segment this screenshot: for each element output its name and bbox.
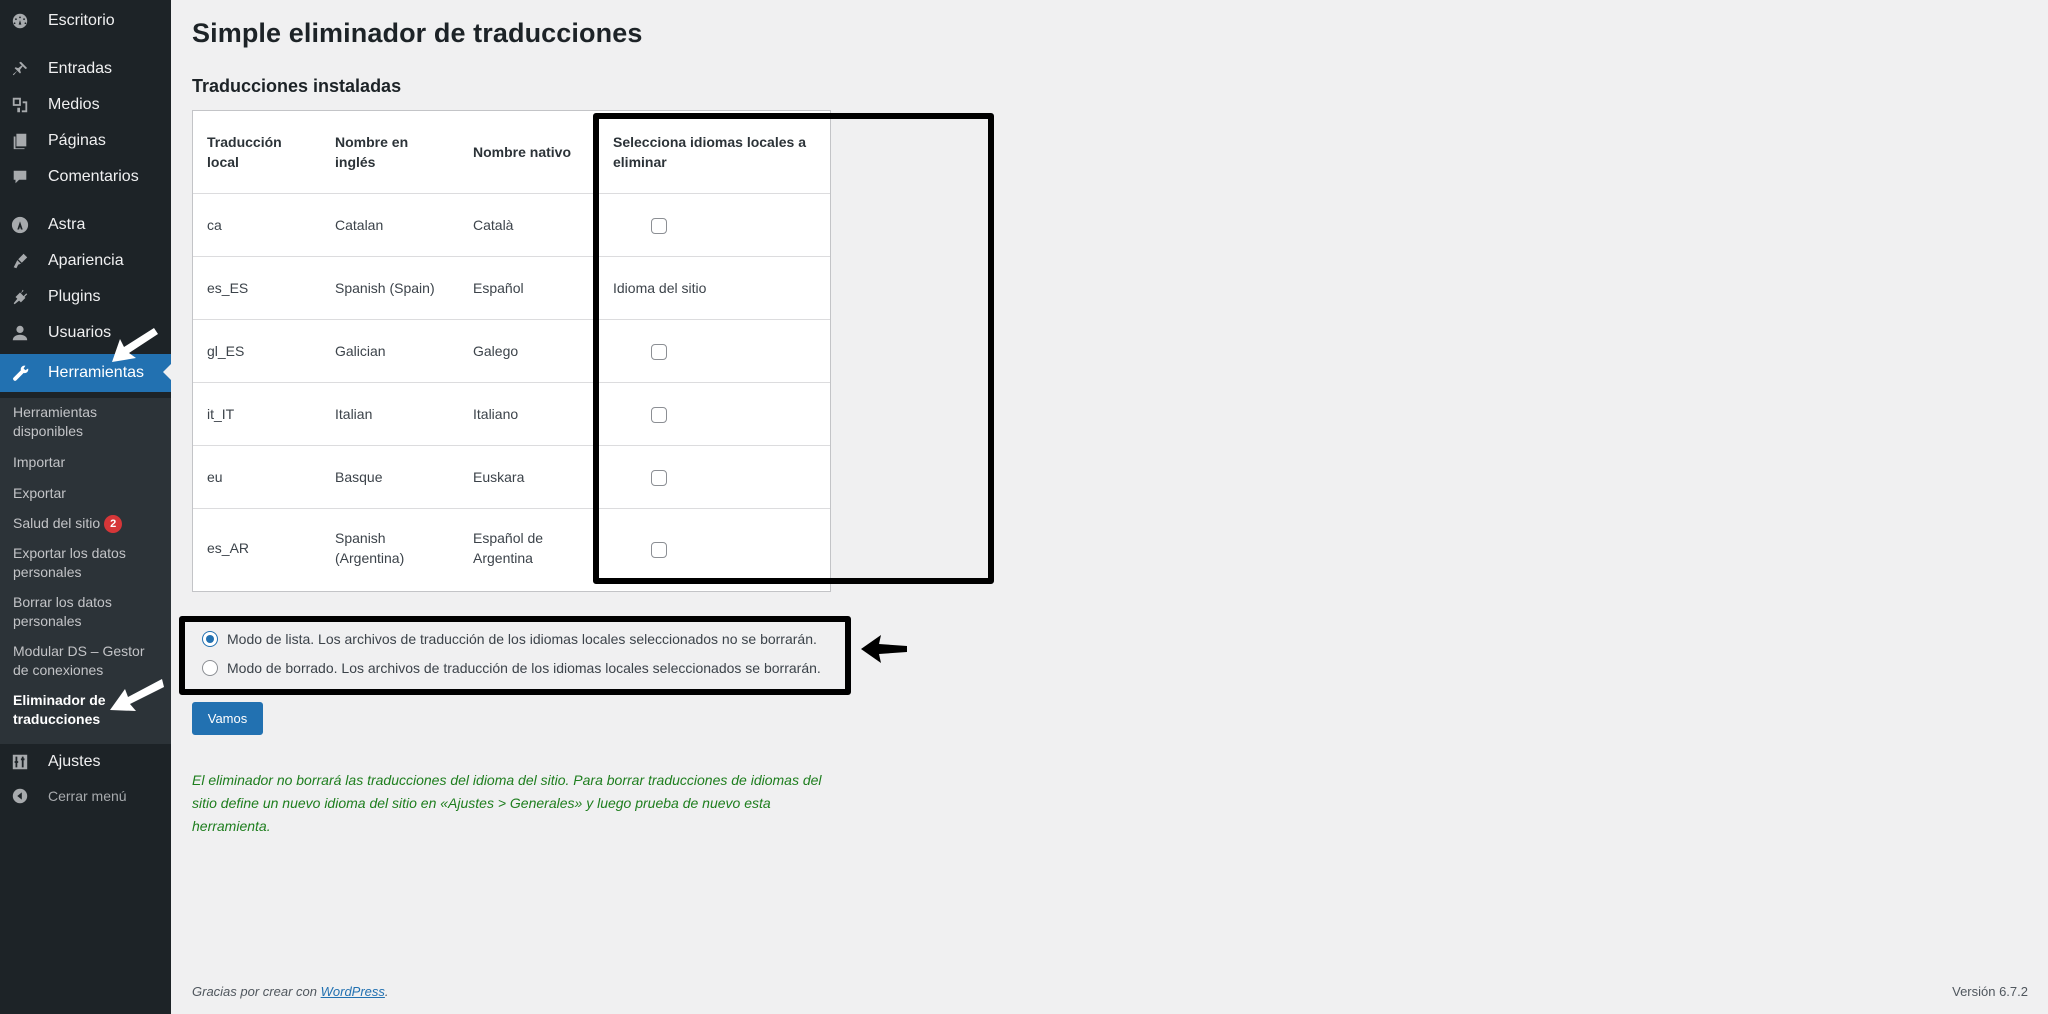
mode-radio-group — [188, 618, 842, 693]
locale-cell: gl_ES — [193, 319, 321, 382]
page-title-rest: eliminador de traducciones — [281, 18, 643, 48]
select-cell — [599, 193, 830, 256]
footer-thanks — [192, 984, 389, 999]
delete-mode-radio[interactable] — [202, 660, 218, 676]
delete-locale-checkbox[interactable] — [651, 218, 667, 234]
sidebar-item-label: Plugins — [48, 288, 101, 305]
list-mode-label: Modo de lista. Los archivos de traducción de los idiomas locales seleccionados no se borrarán. — [227, 631, 817, 647]
pin-icon — [10, 59, 30, 79]
media-icon — [10, 95, 30, 115]
delete-mode-label: Modo de borrado. Los archivos de traducción de los idiomas locales seleccionados se borrarán. — [227, 660, 821, 676]
section-title: Traducciones instaladas — [192, 76, 402, 96]
table-header-row — [193, 111, 830, 193]
locale-cell: eu — [193, 445, 321, 508]
select-cell — [599, 508, 830, 588]
translations-table — [192, 110, 831, 592]
collapse-menu-button[interactable] — [0, 778, 171, 814]
submenu-eliminador-traducciones[interactable]: Eliminador de traducciones — [13, 692, 106, 727]
submenu-exportar-datos[interactable]: Exportar los datos personales — [13, 545, 126, 580]
sidebar-item-usuarios[interactable] — [0, 315, 171, 351]
wordpress-link[interactable]: WordPress — [320, 984, 385, 999]
english-name-cell: Spanish (Spain) — [321, 256, 459, 319]
sidebar-item-label: Comentarios — [48, 168, 139, 185]
locale-cell: it_IT — [193, 382, 321, 445]
sidebar-item-herramientas[interactable] — [0, 354, 171, 392]
appearance-icon — [10, 251, 30, 271]
native-name-cell: Galego — [459, 319, 599, 382]
table-row — [193, 319, 830, 382]
native-name-cell: Español — [459, 256, 599, 319]
native-name-cell: Euskara — [459, 445, 599, 508]
list-mode-option[interactable] — [202, 631, 817, 647]
locale-cell: ca — [193, 193, 321, 256]
sidebar-item-label: Entradas — [48, 60, 113, 77]
english-name-cell: Galician — [321, 319, 459, 382]
delete-mode-option[interactable] — [202, 660, 821, 676]
sidebar-item-label: Páginas — [48, 132, 106, 149]
column-header-native-name: Nombre nativo — [459, 111, 599, 193]
site-language-label: Idioma del sitio — [599, 256, 830, 319]
native-name-cell: Català — [459, 193, 599, 256]
sidebar-item-escritorio[interactable] — [0, 3, 171, 39]
sidebar-item-paginas[interactable] — [0, 123, 171, 159]
delete-locale-checkbox[interactable] — [651, 344, 667, 360]
dashboard-icon — [10, 11, 30, 31]
english-name-cell: Italian — [321, 382, 459, 445]
collapse-icon — [10, 786, 30, 806]
site-language-notice: El eliminador no borrará las traducciones del idioma del sitio. Para borrar traducciones de idiomas del sitio define un nuevo idioma del sitio en «Ajustes > Generales» y luego prueba de nuevo esta herramienta. — [192, 772, 822, 834]
footer-thanks-suffix: . — [384, 984, 389, 999]
sidebar-item-apariencia[interactable] — [0, 243, 171, 279]
tools-submenu — [0, 398, 171, 744]
pages-icon — [10, 131, 30, 151]
english-name-cell: Catalan — [321, 193, 459, 256]
sidebar-item-plugins[interactable] — [0, 279, 171, 315]
footer-version: Versión 6.7.2 — [1952, 984, 2028, 999]
delete-locale-checkbox[interactable] — [651, 407, 667, 423]
page-title — [192, 18, 642, 49]
sidebar-item-label: Usuarios — [48, 324, 112, 341]
plugins-icon — [10, 287, 30, 307]
list-mode-radio[interactable] — [202, 631, 218, 647]
table-row — [193, 256, 830, 319]
table-row — [193, 445, 830, 508]
english-name-cell: Spanish (Argentina) — [335, 530, 405, 567]
sidebar-item-label: Herramientas — [48, 364, 145, 381]
submenu-exportar[interactable]: Exportar — [13, 485, 66, 501]
table-row — [193, 382, 830, 445]
sidebar-item-label: Ajustes — [48, 753, 101, 770]
native-name-cell: Español de Argentina — [473, 530, 544, 567]
comments-icon — [10, 167, 30, 187]
locale-cell: es_AR — [207, 540, 250, 557]
admin-sidebar — [0, 0, 171, 1014]
astra-icon — [10, 215, 30, 235]
select-cell — [599, 319, 830, 382]
select-cell — [599, 445, 830, 508]
column-header-select: Selecciona idiomas locales a eliminar — [599, 111, 830, 193]
sidebar-item-label: Apariencia — [48, 252, 124, 269]
sidebar-item-label: Astra — [48, 216, 86, 233]
sidebar-item-medios[interactable] — [0, 87, 171, 123]
sidebar-item-comentarios[interactable] — [0, 159, 171, 195]
submenu-borrar-datos[interactable]: Borrar los datos personales — [13, 594, 112, 629]
sidebar-item-label: Medios — [48, 96, 100, 113]
sidebar-item-ajustes[interactable] — [0, 744, 171, 780]
sidebar-item-entradas[interactable] — [0, 51, 171, 87]
submit-button[interactable]: Vamos — [192, 702, 263, 735]
table-row — [193, 193, 830, 256]
native-name-cell: Italiano — [459, 382, 599, 445]
settings-icon — [10, 752, 30, 772]
main-content — [171, 0, 2048, 1014]
select-cell — [599, 382, 830, 445]
sidebar-item-astra[interactable] — [0, 207, 171, 243]
tools-icon — [10, 363, 30, 383]
submenu-herramientas-disponibles[interactable]: Herramientas disponibles — [13, 404, 98, 439]
footer-thanks-text: Gracias por crear con — [192, 984, 321, 999]
submenu-label: Salud del sitio — [13, 515, 101, 531]
sidebar-item-label: Escritorio — [48, 12, 115, 29]
column-header-english-name: Nombre en inglés — [321, 111, 459, 193]
locale-cell: es_ES — [193, 256, 321, 319]
users-icon — [10, 323, 30, 343]
submenu-salud-del-sitio[interactable] — [13, 514, 163, 533]
delete-locale-checkbox[interactable] — [651, 542, 667, 558]
submenu-importar[interactable]: Importar — [13, 454, 66, 470]
submenu-modular-ds[interactable]: Modular DS – Gestor de conexiones — [13, 643, 145, 678]
english-name-cell: Basque — [321, 445, 459, 508]
collapse-label: Cerrar menú — [48, 788, 127, 804]
page-title-bold: Simple — [192, 18, 282, 48]
annotation-arrow-left-icon — [859, 632, 909, 666]
delete-locale-checkbox[interactable] — [651, 470, 667, 486]
notification-badge: 2 — [104, 515, 122, 533]
table-row — [193, 508, 830, 588]
column-header-locale: Traducción local — [193, 111, 321, 193]
